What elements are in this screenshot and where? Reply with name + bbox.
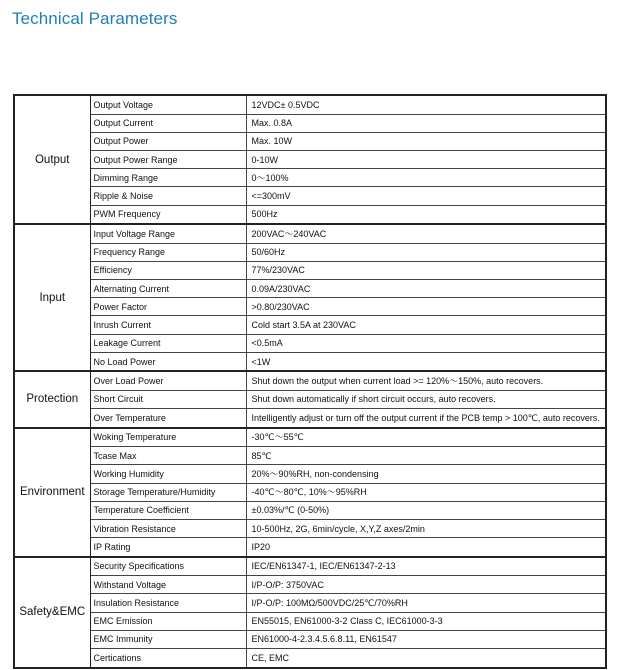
parameter-value: Shut down the output when current load >= 120%～150%, auto recovers. [246,371,606,390]
parameter-name: Short Circuit [90,390,246,408]
parameter-value: 85℃ [246,447,606,465]
table-row [14,447,606,465]
table-row [14,205,606,224]
spec-table-body [14,95,606,668]
parameter-value: Max. 0.8A [246,114,606,132]
parameter-value: 0.09A/230VAC [246,280,606,298]
section-category: Input [14,224,90,371]
parameter-name: Ripple & Noise [90,187,246,205]
parameter-value: I/P-O/P: 100MΩ/500VDC/25℃/70%RH [246,594,606,612]
table-row [14,501,606,519]
table-row [14,538,606,557]
parameter-value: EN61000-4-2.3.4.5.6.8.11, EN61547 [246,630,606,648]
parameter-value: IEC/EN61347-1, IEC/EN61347-2-13 [246,557,606,576]
parameter-name: Efficiency [90,261,246,279]
parameter-value: 0-10W [246,150,606,168]
table-row [14,612,606,630]
table-row [14,649,606,668]
spec-table [13,94,607,669]
section-category: Safety&EMC [14,557,90,668]
table-row [14,371,606,390]
table-row [14,428,606,447]
parameter-name: Input Voltage Range [90,224,246,243]
parameter-name: Over Temperature [90,409,246,428]
parameter-name: No Load Power [90,352,246,371]
table-row [14,576,606,594]
parameter-value: 50/60Hz [246,243,606,261]
parameter-value: CE, EMC [246,649,606,668]
table-row [14,114,606,132]
table-row [14,465,606,483]
table-row [14,243,606,261]
parameter-name: Tcase Max [90,447,246,465]
parameter-name: Storage Temperature/Humidity [90,483,246,501]
parameter-value: 20%～90%RH, non-condensing [246,465,606,483]
parameter-name: Leakage Current [90,334,246,352]
parameter-value: <1W [246,352,606,371]
table-row [14,334,606,352]
parameter-value: 0～100% [246,169,606,187]
parameter-name: Temperature Coefficient [90,501,246,519]
table-row [14,169,606,187]
parameter-value: 10-500Hz, 2G, 6min/cycle, X,Y,Z axes/2min [246,519,606,537]
parameter-value: >0.80/230VAC [246,298,606,316]
parameter-name: Output Voltage [90,95,246,114]
section-category: Protection [14,371,90,427]
parameter-value: 500Hz [246,205,606,224]
parameter-name: Woking Temperature [90,428,246,447]
parameter-name: Output Current [90,114,246,132]
parameter-value: <=300mV [246,187,606,205]
parameter-name: EMC Emission [90,612,246,630]
parameter-value: Cold start 3.5A at 230VAC [246,316,606,334]
parameter-value: EN55015, EN61000-3-2 Class C, IEC61000-3-3 [246,612,606,630]
section-category: Output [14,95,90,224]
parameter-name: Security Specifications [90,557,246,576]
table-row [14,483,606,501]
parameter-name: Power Factor [90,298,246,316]
parameter-value: I/P-O/P: 3750VAC [246,576,606,594]
parameter-name: Vibration Resistance [90,519,246,537]
parameter-name: Inrush Current [90,316,246,334]
table-row [14,352,606,371]
table-row [14,95,606,114]
parameter-value: 200VAC～240VAC [246,224,606,243]
table-row [14,594,606,612]
parameter-name: IP Rating [90,538,246,557]
parameter-value: 12VDC± 0.5VDC [246,95,606,114]
table-row [14,519,606,537]
parameter-value: <0.5mA [246,334,606,352]
table-row [14,261,606,279]
table-row [14,280,606,298]
parameter-value: -30℃～55℃ [246,428,606,447]
parameter-name: Over Load Power [90,371,246,390]
table-row [14,390,606,408]
table-row [14,316,606,334]
table-row [14,630,606,648]
table-row [14,150,606,168]
table-row [14,132,606,150]
parameter-name: Dimming Range [90,169,246,187]
parameter-name: Alternating Current [90,280,246,298]
table-row [14,187,606,205]
parameter-value: Max. 10W [246,132,606,150]
parameter-name: Output Power Range [90,150,246,168]
parameter-name: Withstand Voltage [90,576,246,594]
parameter-name: Output Power [90,132,246,150]
table-row [14,298,606,316]
parameter-value: IP20 [246,538,606,557]
section-category: Environment [14,428,90,557]
table-row [14,409,606,428]
parameter-name: Working Humidity [90,465,246,483]
parameter-value: ±0.03%/℃ (0-50%) [246,501,606,519]
table-row [14,224,606,243]
parameter-value: Shut down automatically if short circuit occurs, auto recovers. [246,390,606,408]
parameter-name: Insulation Resistance [90,594,246,612]
parameter-name: Frequency Range [90,243,246,261]
parameter-value: -40℃～80℃, 10%～95%RH [246,483,606,501]
parameter-value: 77%/230VAC [246,261,606,279]
table-row [14,557,606,576]
parameter-value: Intelligently adjust or turn off the output current if the PCB temp > 100℃, auto recovers. [246,409,606,428]
parameter-name: Certications [90,649,246,668]
page-title: Technical Parameters [12,9,178,28]
parameter-name: PWM Frequency [90,205,246,224]
parameter-name: EMC Immunity [90,630,246,648]
